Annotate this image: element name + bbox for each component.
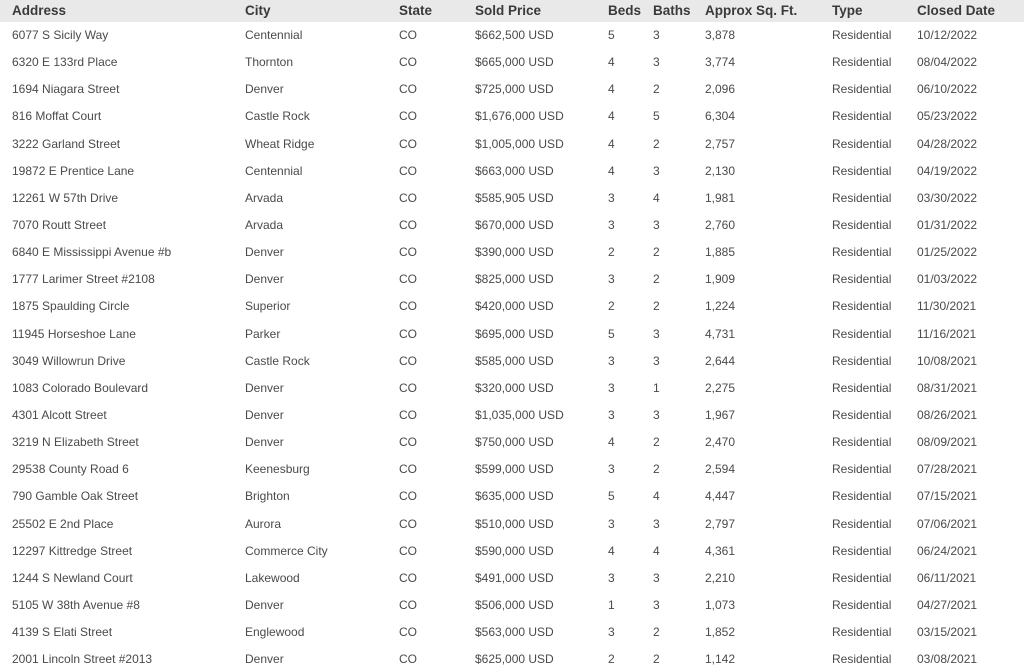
table-row[interactable]: [0, 212, 1024, 239]
cell-sold-price: $662,500 USD: [475, 28, 554, 43]
cell-sold-price: $590,000 USD: [475, 543, 554, 558]
cell-type: Residential: [832, 190, 892, 205]
cell-beds: 3: [608, 353, 615, 368]
cell-beds: 2: [608, 245, 615, 260]
cell-type: Residential: [832, 272, 892, 287]
cell-baths: 4: [653, 543, 660, 558]
cell-type: Residential: [832, 516, 892, 531]
cell-city: Denver: [245, 245, 284, 260]
cell-closed-date: 01/03/2022: [917, 272, 978, 287]
cell-type: Residential: [832, 489, 892, 504]
cell-sold-price: $695,000 USD: [475, 326, 554, 341]
cell-city: Centennial: [245, 163, 303, 178]
cell-beds: 4: [608, 136, 615, 151]
cell-sqft: 2,760: [705, 218, 736, 233]
cell-address: 5105 W 38th Avenue #8: [12, 598, 140, 613]
cell-sqft: 1,885: [705, 245, 736, 260]
cell-sold-price: $320,000 USD: [475, 380, 554, 395]
cell-sqft: 2,797: [705, 516, 736, 531]
cell-city: Aurora: [245, 516, 282, 531]
cell-sqft: 2,470: [705, 435, 736, 450]
cell-baths: 2: [653, 245, 660, 260]
cell-state: CO: [399, 516, 417, 531]
cell-city: Englewood: [245, 625, 305, 640]
cell-city: Arvada: [245, 190, 284, 205]
cell-type: Residential: [832, 163, 892, 178]
cell-closed-date: 10/12/2022: [917, 28, 978, 43]
cell-sold-price: $1,676,000 USD: [475, 109, 564, 124]
cell-address: 12297 Kittredge Street: [12, 543, 133, 558]
cell-closed-date: 08/26/2021: [917, 408, 978, 423]
cell-address: 19872 E Prentice Lane: [12, 163, 135, 178]
table-row[interactable]: [0, 158, 1024, 185]
cell-sqft: 4,447: [705, 489, 736, 504]
cell-address: 6320 E 133rd Place: [12, 55, 118, 70]
cell-state: CO: [399, 625, 417, 640]
cell-state: CO: [399, 462, 417, 477]
cell-beds: 3: [608, 272, 615, 287]
cell-closed-date: 06/24/2021: [917, 543, 978, 558]
cell-state: CO: [399, 543, 417, 558]
cell-closed-date: 05/23/2022: [917, 109, 978, 124]
cell-state: CO: [399, 489, 417, 504]
cell-sqft: 2,130: [705, 163, 736, 178]
cell-beds: 3: [608, 380, 615, 395]
cell-type: Residential: [832, 299, 892, 314]
cell-beds: 4: [608, 82, 615, 97]
cell-baths: 3: [653, 408, 660, 423]
cell-type: Residential: [832, 109, 892, 124]
table-row[interactable]: [0, 239, 1024, 266]
column-header-type[interactable]: Type: [832, 3, 863, 18]
cell-sqft: 2,757: [705, 136, 736, 151]
table-row[interactable]: [0, 185, 1024, 212]
cell-sqft: 3,774: [705, 55, 736, 70]
cell-baths: 3: [653, 326, 660, 341]
table-row[interactable]: [0, 22, 1024, 49]
cell-beds: 1: [608, 598, 615, 613]
cell-sold-price: $390,000 USD: [475, 245, 554, 260]
cell-address: 3049 Willowrun Drive: [12, 353, 126, 368]
cell-city: Superior: [245, 299, 291, 314]
column-header-sold-price[interactable]: Sold Price: [475, 3, 542, 18]
cell-type: Residential: [832, 326, 892, 341]
cell-baths: 3: [653, 570, 660, 585]
cell-closed-date: 04/28/2022: [917, 136, 978, 151]
cell-sold-price: $506,000 USD: [475, 598, 554, 613]
cell-sold-price: $563,000 USD: [475, 625, 554, 640]
column-header-beds[interactable]: Beds: [608, 3, 642, 18]
cell-sqft: 3,878: [705, 28, 736, 43]
cell-sold-price: $1,035,000 USD: [475, 408, 564, 423]
cell-sold-price: $663,000 USD: [475, 163, 554, 178]
cell-city: Commerce City: [245, 543, 328, 558]
cell-sqft: 1,981: [705, 190, 736, 205]
cell-closed-date: 01/31/2022: [917, 218, 978, 233]
cell-state: CO: [399, 190, 417, 205]
table-row[interactable]: [0, 511, 1024, 538]
cell-baths: 2: [653, 652, 660, 667]
cell-sold-price: $491,000 USD: [475, 570, 554, 585]
cell-beds: 5: [608, 326, 615, 341]
cell-sqft: 1,142: [705, 652, 736, 667]
cell-closed-date: 03/30/2022: [917, 190, 978, 205]
cell-sold-price: $750,000 USD: [475, 435, 554, 450]
cell-baths: 3: [653, 28, 660, 43]
cell-type: Residential: [832, 625, 892, 640]
cell-closed-date: 10/08/2021: [917, 353, 978, 368]
cell-sqft: 1,909: [705, 272, 736, 287]
cell-state: CO: [399, 408, 417, 423]
cell-closed-date: 04/27/2021: [917, 598, 978, 613]
cell-city: Parker: [245, 326, 281, 341]
cell-sqft: 6,304: [705, 109, 736, 124]
cell-state: CO: [399, 55, 417, 70]
table-body: [0, 22, 1024, 671]
cell-beds: 4: [608, 55, 615, 70]
cell-state: CO: [399, 570, 417, 585]
cell-city: Keenesburg: [245, 462, 310, 477]
cell-state: CO: [399, 28, 417, 43]
cell-beds: 3: [608, 625, 615, 640]
cell-beds: 4: [608, 435, 615, 450]
cell-sqft: 2,275: [705, 380, 736, 395]
cell-address: 1875 Spaulding Circle: [12, 299, 130, 314]
cell-sqft: 2,594: [705, 462, 736, 477]
cell-beds: 5: [608, 489, 615, 504]
table-row[interactable]: [0, 619, 1024, 646]
column-header-city[interactable]: City: [245, 3, 271, 18]
cell-sold-price: $725,000 USD: [475, 82, 554, 97]
cell-baths: 3: [653, 218, 660, 233]
cell-state: CO: [399, 245, 417, 260]
cell-state: CO: [399, 109, 417, 124]
cell-state: CO: [399, 299, 417, 314]
cell-type: Residential: [832, 435, 892, 450]
cell-type: Residential: [832, 570, 892, 585]
cell-sqft: 1,073: [705, 598, 736, 613]
cell-beds: 3: [608, 570, 615, 585]
cell-city: Centennial: [245, 28, 303, 43]
cell-city: Denver: [245, 272, 284, 287]
cell-city: Wheat Ridge: [245, 136, 315, 151]
cell-closed-date: 11/16/2021: [917, 326, 977, 341]
table-row[interactable]: [0, 565, 1024, 592]
table-row[interactable]: [0, 429, 1024, 456]
cell-beds: 3: [608, 218, 615, 233]
table-row[interactable]: [0, 131, 1024, 158]
cell-baths: 2: [653, 625, 660, 640]
cell-closed-date: 01/25/2022: [917, 245, 978, 260]
cell-sqft: 1,852: [705, 625, 736, 640]
cell-state: CO: [399, 353, 417, 368]
table-row[interactable]: [0, 103, 1024, 130]
cell-closed-date: 06/11/2021: [917, 570, 977, 585]
cell-beds: 3: [608, 462, 615, 477]
cell-baths: 2: [653, 272, 660, 287]
cell-closed-date: 08/09/2021: [917, 435, 978, 450]
cell-state: CO: [399, 652, 417, 667]
cell-address: 3219 N Elizabeth Street: [12, 435, 139, 450]
cell-sold-price: $625,000 USD: [475, 652, 554, 667]
cell-city: Castle Rock: [245, 353, 310, 368]
cell-type: Residential: [832, 28, 892, 43]
cell-type: Residential: [832, 353, 892, 368]
cell-beds: 5: [608, 28, 615, 43]
cell-beds: 4: [608, 543, 615, 558]
cell-sold-price: $1,005,000 USD: [475, 136, 564, 151]
cell-beds: 3: [608, 190, 615, 205]
cell-state: CO: [399, 136, 417, 151]
cell-type: Residential: [832, 543, 892, 558]
table-row[interactable]: [0, 402, 1024, 429]
cell-city: Denver: [245, 435, 284, 450]
cell-address: 4139 S Elati Street: [12, 625, 113, 640]
cell-beds: 2: [608, 299, 615, 314]
cell-baths: 3: [653, 163, 660, 178]
cell-closed-date: 07/28/2021: [917, 462, 978, 477]
cell-type: Residential: [832, 408, 892, 423]
cell-type: Residential: [832, 380, 892, 395]
cell-state: CO: [399, 82, 417, 97]
cell-state: CO: [399, 380, 417, 395]
cell-state: CO: [399, 163, 417, 178]
cell-address: 790 Gamble Oak Street: [12, 489, 139, 504]
cell-address: 1083 Colorado Boulevard: [12, 380, 149, 395]
cell-city: Denver: [245, 408, 284, 423]
cell-closed-date: 07/06/2021: [917, 516, 978, 531]
cell-baths: 2: [653, 435, 660, 450]
cell-city: Denver: [245, 380, 284, 395]
cell-closed-date: 07/15/2021: [917, 489, 978, 504]
cell-closed-date: 03/08/2021: [917, 652, 978, 667]
cell-type: Residential: [832, 218, 892, 233]
table-row[interactable]: [0, 49, 1024, 76]
table-row[interactable]: [0, 646, 1024, 671]
cell-city: Thornton: [245, 55, 294, 70]
cell-baths: 4: [653, 489, 660, 504]
cell-closed-date: 08/04/2022: [917, 55, 978, 70]
cell-address: 29538 County Road 6: [12, 462, 129, 477]
cell-sqft: 2,210: [705, 570, 736, 585]
cell-address: 11945 Horseshoe Lane: [12, 326, 136, 341]
cell-baths: 3: [653, 598, 660, 613]
cell-address: 25502 E 2nd Place: [12, 516, 114, 531]
cell-beds: 2: [608, 652, 615, 667]
table-row[interactable]: [0, 592, 1024, 619]
cell-city: Denver: [245, 598, 284, 613]
cell-city: Denver: [245, 652, 284, 667]
cell-baths: 3: [653, 516, 660, 531]
cell-address: 1694 Niagara Street: [12, 82, 120, 97]
cell-address: 1244 S Newland Court: [12, 570, 133, 585]
cell-sold-price: $670,000 USD: [475, 218, 554, 233]
cell-state: CO: [399, 218, 417, 233]
cell-address: 2001 Lincoln Street #2013: [12, 652, 153, 667]
cell-address: 3222 Garland Street: [12, 136, 121, 151]
cell-baths: 2: [653, 462, 660, 477]
cell-city: Castle Rock: [245, 109, 310, 124]
cell-beds: 3: [608, 516, 615, 531]
header-row: [0, 0, 1024, 22]
table-row[interactable]: [0, 76, 1024, 103]
cell-sqft: 1,224: [705, 299, 736, 314]
cell-city: Brighton: [245, 489, 290, 504]
cell-type: Residential: [832, 462, 892, 477]
column-header-state[interactable]: State: [399, 3, 433, 18]
cell-beds: 3: [608, 408, 615, 423]
cell-sqft: 2,096: [705, 82, 736, 97]
cell-address: 6840 E Mississippi Avenue #b: [12, 245, 172, 260]
cell-address: 1777 Larimer Street #2108: [12, 272, 155, 287]
cell-type: Residential: [832, 82, 892, 97]
cell-baths: 2: [653, 82, 660, 97]
column-header-address[interactable]: Address: [12, 3, 67, 18]
column-header-baths[interactable]: Baths: [653, 3, 691, 18]
column-header-closed-date[interactable]: Closed Date: [917, 3, 996, 18]
cell-type: Residential: [832, 136, 892, 151]
cell-address: 4301 Alcott Street: [12, 408, 107, 423]
cell-state: CO: [399, 326, 417, 341]
cell-address: 816 Moffat Court: [12, 109, 102, 124]
cell-city: Lakewood: [245, 570, 300, 585]
table-row[interactable]: [0, 266, 1024, 293]
cell-type: Residential: [832, 55, 892, 70]
cell-sold-price: $585,000 USD: [475, 353, 554, 368]
column-header-sqft[interactable]: Approx Sq. Ft.: [705, 3, 798, 18]
cell-sqft: 4,361: [705, 543, 736, 558]
cell-baths: 1: [653, 380, 660, 395]
cell-baths: 3: [653, 55, 660, 70]
cell-beds: 4: [608, 109, 615, 124]
cell-baths: 3: [653, 353, 660, 368]
cell-address: 7070 Routt Street: [12, 218, 107, 233]
cell-closed-date: 11/30/2021: [917, 299, 977, 314]
cell-sqft: 2,644: [705, 353, 736, 368]
table-row[interactable]: [0, 538, 1024, 565]
cell-sold-price: $825,000 USD: [475, 272, 554, 287]
cell-state: CO: [399, 272, 417, 287]
table-row[interactable]: [0, 348, 1024, 375]
cell-city: Denver: [245, 82, 284, 97]
cell-sold-price: $665,000 USD: [475, 55, 554, 70]
cell-type: Residential: [832, 598, 892, 613]
cell-sold-price: $585,905 USD: [475, 190, 554, 205]
table-row[interactable]: [0, 375, 1024, 402]
table-row[interactable]: [0, 293, 1024, 320]
cell-sqft: 1,967: [705, 408, 736, 423]
cell-closed-date: 06/10/2022: [917, 82, 978, 97]
table-header: [0, 0, 1024, 22]
cell-baths: 2: [653, 136, 660, 151]
cell-state: CO: [399, 435, 417, 450]
cell-sqft: 4,731: [705, 326, 736, 341]
cell-closed-date: 04/19/2022: [917, 163, 978, 178]
table-row[interactable]: [0, 321, 1024, 348]
cell-sold-price: $510,000 USD: [475, 516, 554, 531]
cell-state: CO: [399, 598, 417, 613]
cell-sold-price: $420,000 USD: [475, 299, 554, 314]
cell-address: 6077 S Sicily Way: [12, 28, 109, 43]
cell-closed-date: 08/31/2021: [917, 380, 978, 395]
table-row[interactable]: [0, 483, 1024, 510]
cell-type: Residential: [832, 245, 892, 260]
cell-beds: 4: [608, 163, 615, 178]
cell-type: Residential: [832, 652, 892, 667]
cell-baths: 4: [653, 190, 660, 205]
cell-address: 12261 W 57th Drive: [12, 190, 119, 205]
cell-baths: 5: [653, 109, 660, 124]
cell-baths: 2: [653, 299, 660, 314]
cell-sold-price: $599,000 USD: [475, 462, 554, 477]
cell-city: Arvada: [245, 218, 284, 233]
cell-closed-date: 03/15/2021: [917, 625, 978, 640]
table-row[interactable]: [0, 456, 1024, 483]
cell-sold-price: $635,000 USD: [475, 489, 554, 504]
